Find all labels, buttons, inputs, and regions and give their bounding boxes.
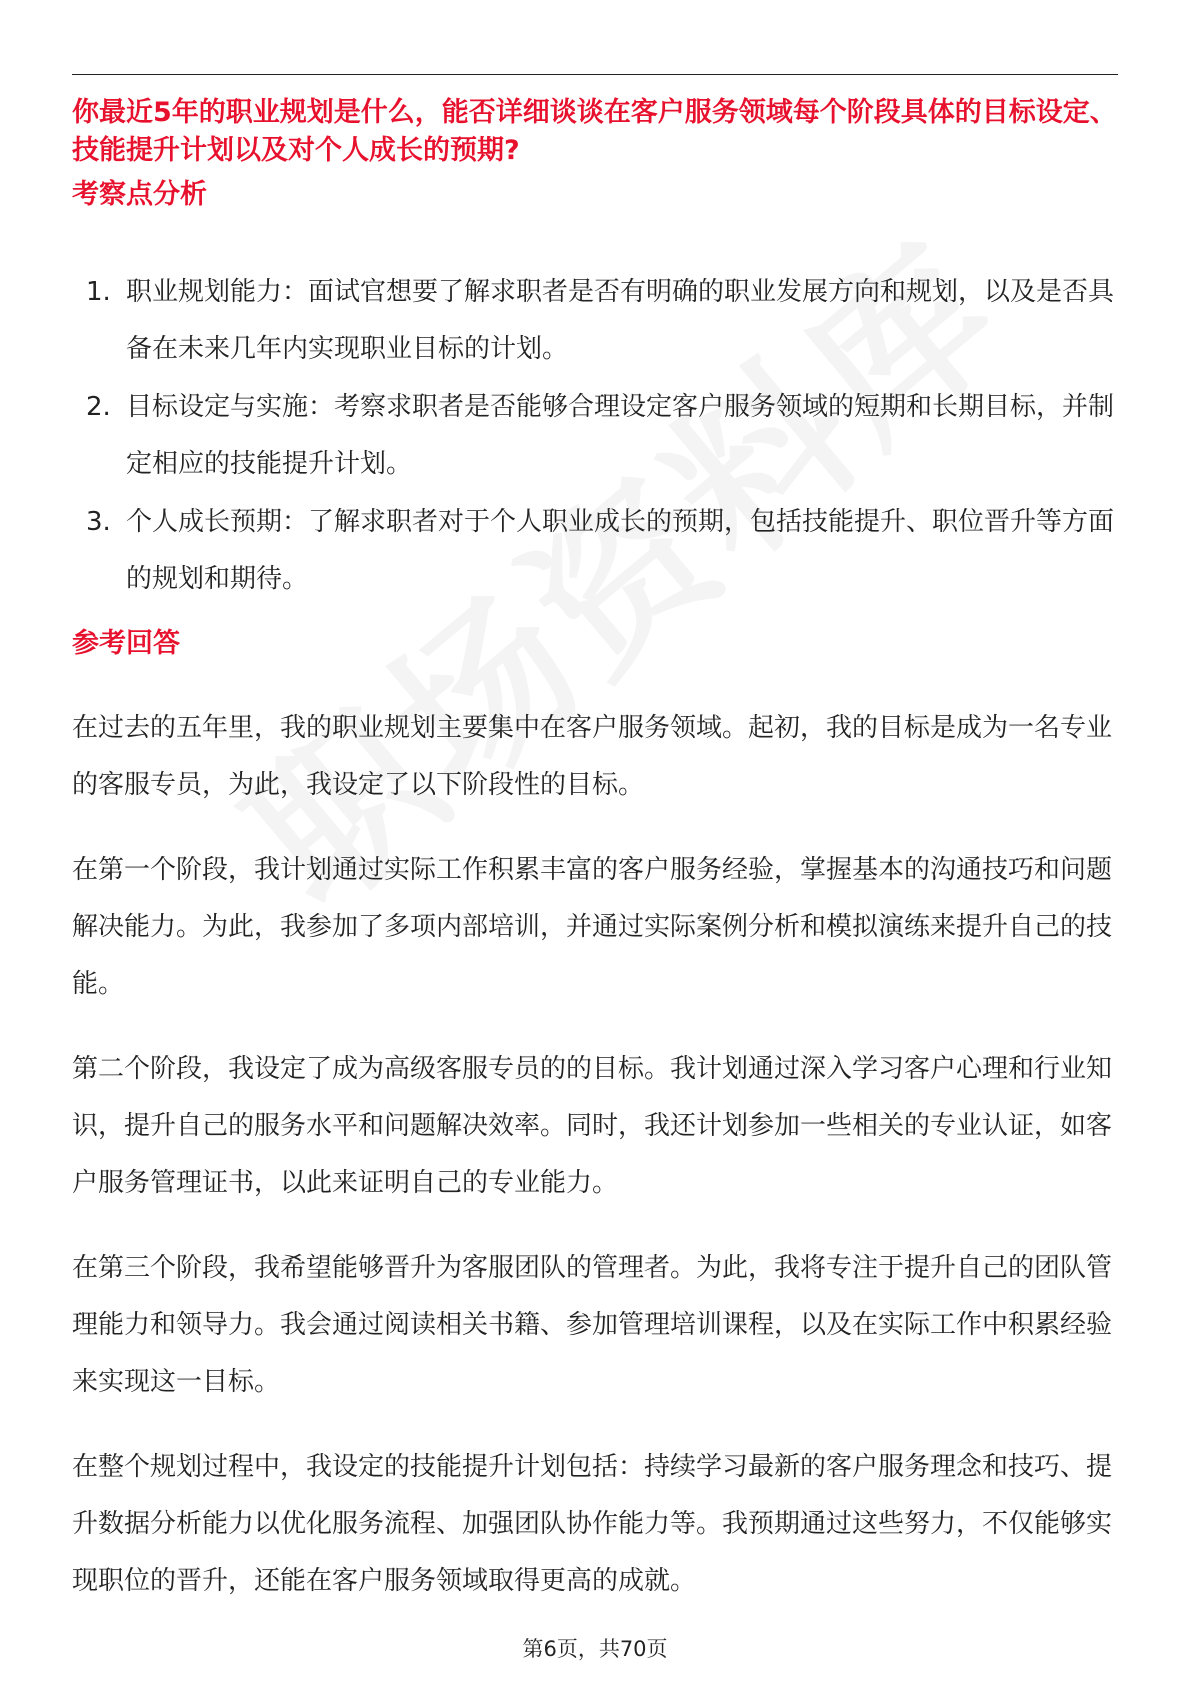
page-number: 第6页，共70页 [522, 1637, 668, 1661]
answer-paragraph: 在第三个阶段，我希望能够晋升为客服团队的管理者。为此，我将专注于提升自己的团队管理能力和领导力。我会通过阅读相关书籍、参加管理培训课程，以及在实际工作中积累经验来实现这一目标。 [72, 1253, 1113, 1397]
analysis-item [72, 494, 1122, 608]
analysis-heading: 考察点分析 [72, 179, 207, 210]
answer-paragraph: 在第一个阶段，我计划通过实际工作积累丰富的客户服务经验，掌握基本的沟通技巧和问题解决能力。为此，我参加了多项内部培训，并通过实际案例分析和模拟演练来提升自己的技能。 [72, 855, 1113, 999]
analysis-item [72, 379, 1122, 493]
answer-paragraph: 第二个阶段，我设定了成为高级客服专员的的目标。我计划通过深入学习客户心理和行业知识，提升自己的服务水平和问题解决效率。同时，我还计划参加一些相关的专业认证，如客户服务管理证书，以此来证明自己的专业能力。 [72, 1054, 1113, 1198]
item-text: 个人成长预期：了解求职者对于个人职业成长的预期，包括技能提升、职位晋升等方面的规划和期待。 [126, 507, 1115, 594]
header-rule [72, 74, 1118, 75]
analysis-list [72, 264, 1122, 609]
answer-paragraph: 在整个规划过程中，我设定的技能提升计划包括：持续学习最新的客户服务理念和技巧、提升数据分析能力以优化服务流程、加强团队协作能力等。我预期通过这些努力，不仅能够实现职位的晋升，还能在客户服务领域取得更高的成就。 [72, 1452, 1113, 1596]
item-text: 目标设定与实施：考察求职者是否能够合理设定客户服务领域的短期和长期目标，并制定相应的技能提升计划。 [126, 392, 1115, 479]
item-number: 1. [86, 277, 111, 307]
answer-body [72, 700, 1122, 1638]
item-number: 3. [86, 507, 111, 537]
analysis-item [72, 264, 1122, 378]
question-title: 你最近5年的职业规划是什么，能否详细谈谈在客户服务领域每个阶段具体的目标设定、技能提升计划以及对个人成长的预期? [72, 97, 1117, 166]
item-number: 2. [86, 392, 111, 422]
item-text: 职业规划能力：面试官想要了解求职者是否有明确的职业发展方向和规划，以及是否具备在未来几年内实现职业目标的计划。 [126, 277, 1115, 364]
answer-paragraph: 在过去的五年里，我的职业规划主要集中在客户服务领域。起初，我的目标是成为一名专业的客服专员，为此，我设定了以下阶段性的目标。 [72, 713, 1113, 800]
answer-heading: 参考回答 [72, 628, 180, 659]
